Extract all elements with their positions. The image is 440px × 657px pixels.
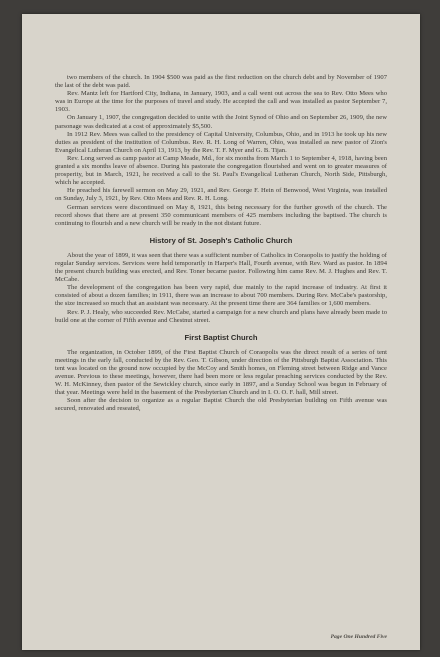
paragraph: German services were discontinued on May 8, 1921, this being necessary for the further growth of the church. The record shows that there are at present 350 communicant members of 425 members including the baptised. The church is continuing to flourish and a new church will be ready in the not distant future. (55, 203, 387, 227)
paragraph: two members of the church. In 1904 $500 was paid as the first reduction on the church debt and by November of 1907 the last of the debt was paid. (55, 74, 387, 90)
paragraph: The organization, in October 1899, of the First Baptist Church of Coraopolis was the direct result of a series of tent meetings in the early fall, conducted by the Rev. Geo. T. Gibson, under direction of the Pittsburgh Baptist Association. This tent was located on the ground now occupied by the McCoy and Smith homes, on Fleming street between Ridge and Vance avenue. Previous to these meetings, however, there had been more or less regular preaching services conducted by the Rev. W. H. McKinney, then pastor of the Sewickley church, since early in 1897, and a Sunday School was begun in February of that year. Meetings were held in the basement of the Presbyterian Church and in I. O. O. F. hall, Mill street. (55, 348, 387, 397)
paragraph: On January 1, 1907, the congregation decided to unite with the Joint Synod of Ohio and on September 26, 1909, the new parsonage was dedicated at a cost of approximately $5,500. (55, 114, 387, 130)
paragraph: Rev. Mantz left for Hartford City, Indiana, in January, 1903, and a call went out across the sea to Rev. Otto Mees who was in Europe at the time for the purposes of travel and study. He accepted the call and was installed as pastor September 7, 1903. (55, 90, 387, 114)
document-page (22, 14, 420, 650)
paragraph: He preached his farewell sermon on May 29, 1921, and Rev. George F. Hein of Benwood, West Virginia, was installed on Sunday, July 3, 1921, by Rev. Otto Mees and Rev. R. H. Long. (55, 187, 387, 203)
section-heading-st-josephs: History of St. Joseph's Catholic Church (149, 235, 293, 245)
page-number-footer: Page One Hundred Five (330, 634, 387, 640)
paragraph: The development of the congregation has been very rapid, due mainly to the rapid increase of industry. At first it consisted of about a dozen families; in 1911, there was an increase to about 700 members. During Rev. McCabe's pastorship, the size increased so much that an assistant was necessary. At the present time there are 364 families or 1,600 members. (55, 284, 387, 308)
paragraph: In 1912 Rev. Mees was called to the presidency of Capital University, Columbus, Ohio, and in 1913 he took up his new duties as president of the institution of Columbus. Rev. R. H. Long of Warren, Ohio, was installed as new pastor of Zion's Evangelical Lutheran Church on April 13, 1913, by the Rev. T. F. Myer and G. B. Tijan. (55, 130, 387, 154)
zion-lutheran-history (55, 74, 387, 228)
first-baptist-history (55, 349, 387, 414)
st-josephs-history (55, 252, 387, 325)
paragraph: About the year of 1899, it was seen that there was a sufficient number of Catholics in Coraopolis to justify the holding of regular Sunday services. Services were held temporarily in Harper's Hall, Fourth avenue, with Rev. Ward as pastor. In 1894 the present church building was erected, and Rev. Toner became pastor. Following him came Rev. M. J. Hughes and Rev. T. McCabe. (55, 251, 387, 284)
paragraph: Soon after the decision to organize as a regular Baptist Church the old Presbyterian building on Fifth avenue was secured, renovated and reseated, (55, 397, 387, 413)
paragraph: Rev. Long served as camp pastor at Camp Meade, Md., for six months from March 1 to September 4, 1918, having been granted a six months leave of absence. During his pastorate the congregation flourished and went on to greater measures of prosperity, but in March, 1921, he received a call to the St. Paul's Evangelical Lutheran Church, North Side, Pittsburgh, which he accepted. (55, 154, 387, 187)
page-content (55, 74, 387, 414)
paragraph: Rev. P. J. Healy, who succeeded Rev. McCabe, started a campaign for a new church and plans have already been made to build one at the corner of Fifth avenue and Chestnut street. (55, 308, 387, 324)
section-heading-first-baptist: First Baptist Church (184, 332, 258, 342)
